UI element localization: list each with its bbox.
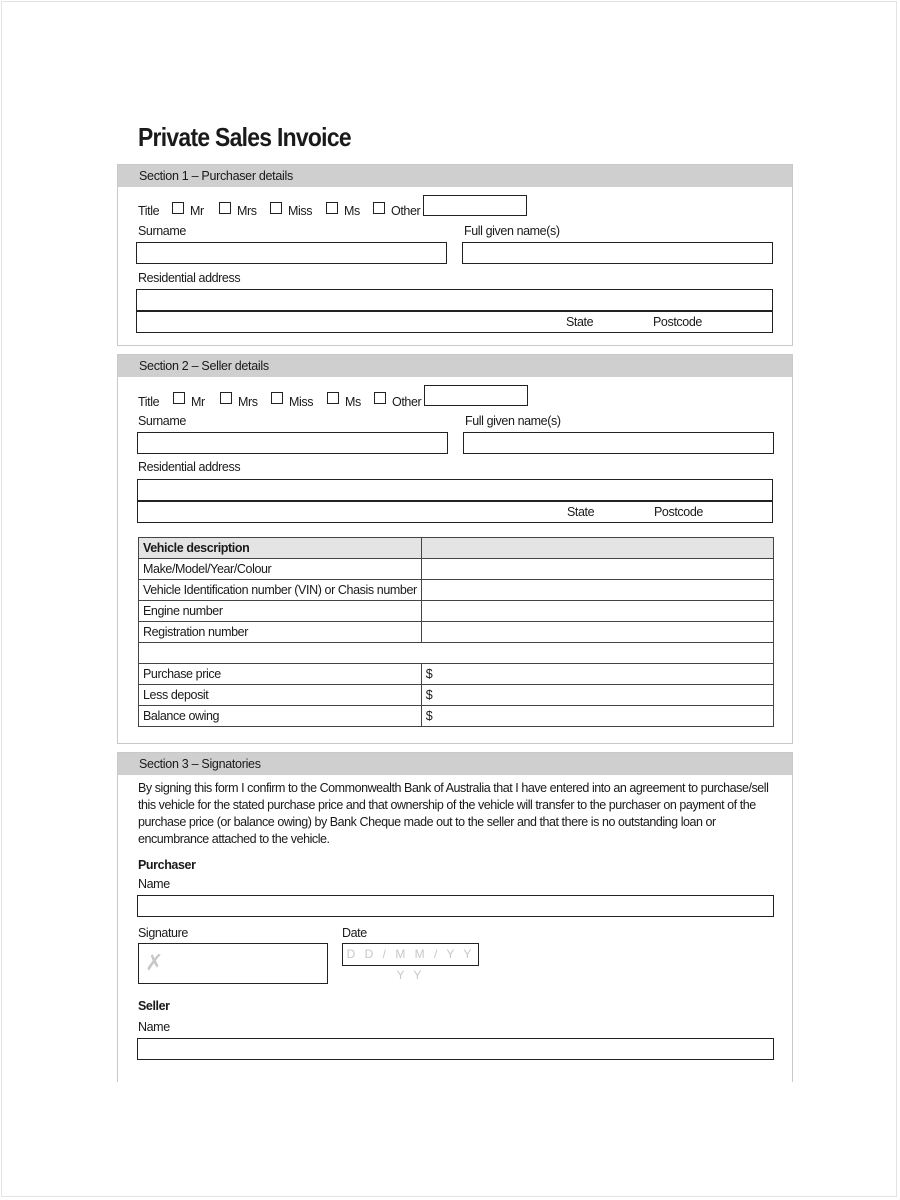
purchase-price-input[interactable] [421, 664, 773, 685]
vehicle-engine-number-input[interactable] [421, 601, 773, 622]
confirmation-paragraph: By signing this form I confirm to the Commonwealth Bank of Australia that I have entered into an agreement to purchase/sell this vehicle for the stated purchase price and that ownership of the vehicle will transfer to the purchaser on payment of the purchase price (or balance owing) by Bank Cheque made out to the seller and that there is no outstanding loan or encumbrance attached to the vehicle. [138, 781, 769, 846]
purchaser-signature-box[interactable] [138, 943, 328, 984]
vehicle-vin-label: Vehicle Identification number (VIN) or Chasis number [139, 580, 422, 601]
seller-name-label: Name [138, 1020, 170, 1034]
vehicle-description-header: Vehicle description [139, 538, 422, 559]
balance-owing-label: Balance owing [139, 706, 422, 727]
seller-given-names-input[interactable] [463, 432, 774, 454]
seller-title-mrs-checkbox[interactable] [220, 392, 232, 404]
purchaser-title-ms-checkbox[interactable] [326, 202, 338, 214]
purchaser-signatory-heading: Purchaser [138, 858, 196, 872]
table-row [139, 601, 774, 622]
seller-address-label: Residential address [138, 460, 241, 474]
seller-name-input[interactable] [137, 1038, 774, 1060]
table-row [139, 580, 774, 601]
seller-surname-label: Surname [138, 414, 186, 428]
purchaser-title-mrs-checkbox[interactable] [219, 202, 231, 214]
table-row [139, 622, 774, 643]
seller-title-label: Title [138, 395, 160, 409]
seller-title-mr-checkbox[interactable] [173, 392, 185, 404]
purchaser-title-other-label: Other [391, 204, 421, 218]
purchaser-title-label: Title [138, 204, 160, 218]
seller-title-miss-checkbox[interactable] [271, 392, 283, 404]
purchaser-title-mrs-label: Mrs [237, 204, 257, 218]
less-deposit-label: Less deposit [139, 685, 422, 706]
vehicle-registration-input[interactable] [421, 622, 773, 643]
seller-title-ms-checkbox[interactable] [327, 392, 339, 404]
seller-given-names-label: Full given name(s) [465, 414, 561, 428]
purchaser-title-mr-checkbox[interactable] [172, 202, 184, 214]
seller-title-other-label: Other [392, 395, 422, 409]
section-3-heading: Section 3 – Signatories [118, 753, 792, 775]
purchaser-title-miss-label: Miss [288, 204, 313, 218]
signature-x-icon: ✗ [145, 950, 164, 975]
seller-title-miss-label: Miss [289, 395, 314, 409]
seller-state-label: State [567, 505, 595, 519]
purchase-price-currency: $ [425, 667, 433, 681]
table-row [139, 559, 774, 580]
seller-title-ms-label: Ms [345, 395, 361, 409]
less-deposit-input[interactable] [421, 685, 773, 706]
purchaser-given-names-label: Full given name(s) [464, 224, 560, 238]
seller-postcode-label: Postcode [654, 505, 703, 519]
seller-address-line1-input[interactable] [137, 479, 773, 501]
seller-title-mrs-label: Mrs [238, 395, 258, 409]
purchaser-date-input[interactable]: D D / M M / Y Y Y Y [342, 943, 479, 966]
purchaser-address-line1-input[interactable] [136, 289, 773, 311]
table-row [139, 643, 774, 664]
purchaser-title-mr-label: Mr [190, 204, 204, 218]
purchaser-signature-label: Signature [138, 926, 188, 940]
vehicle-registration-label: Registration number [139, 622, 422, 643]
purchaser-name-label: Name [138, 877, 170, 891]
balance-owing-input[interactable] [421, 706, 773, 727]
seller-title-mr-label: Mr [191, 395, 205, 409]
table-row [139, 538, 774, 559]
vehicle-make-model-label: Make/Model/Year/Colour [139, 559, 422, 580]
vehicle-vin-input[interactable] [421, 580, 773, 601]
section-1-heading: Section 1 – Purchaser details [118, 165, 792, 187]
purchaser-title-miss-checkbox[interactable] [270, 202, 282, 214]
purchaser-surname-input[interactable] [136, 242, 447, 264]
purchaser-state-label: State [566, 315, 594, 329]
vehicle-make-model-input[interactable] [421, 559, 773, 580]
purchaser-date-label: Date [342, 926, 367, 940]
vehicle-table [138, 537, 774, 727]
purchase-price-label: Purchase price [139, 664, 422, 685]
table-row [139, 706, 774, 727]
less-deposit-currency: $ [425, 688, 433, 702]
purchaser-title-other-input[interactable] [423, 195, 527, 216]
purchaser-surname-label: Surname [138, 224, 186, 238]
seller-signatory-heading: Seller [138, 999, 170, 1013]
vehicle-spacer-row [139, 643, 774, 664]
table-row [139, 664, 774, 685]
section-2-heading: Section 2 – Seller details [118, 355, 792, 377]
seller-title-other-checkbox[interactable] [374, 392, 386, 404]
table-row [139, 685, 774, 706]
vehicle-engine-number-label: Engine number [139, 601, 422, 622]
seller-surname-input[interactable] [137, 432, 448, 454]
purchaser-title-other-checkbox[interactable] [373, 202, 385, 214]
purchaser-given-names-input[interactable] [462, 242, 773, 264]
purchaser-title-ms-label: Ms [344, 204, 360, 218]
vehicle-description-header-value [421, 538, 773, 559]
purchaser-address-label: Residential address [138, 271, 241, 285]
page-title: Private Sales Invoice [138, 122, 351, 152]
purchaser-name-input[interactable] [137, 895, 774, 917]
balance-owing-currency: $ [425, 709, 433, 723]
seller-title-other-input[interactable] [424, 385, 528, 406]
purchaser-postcode-label: Postcode [653, 315, 702, 329]
